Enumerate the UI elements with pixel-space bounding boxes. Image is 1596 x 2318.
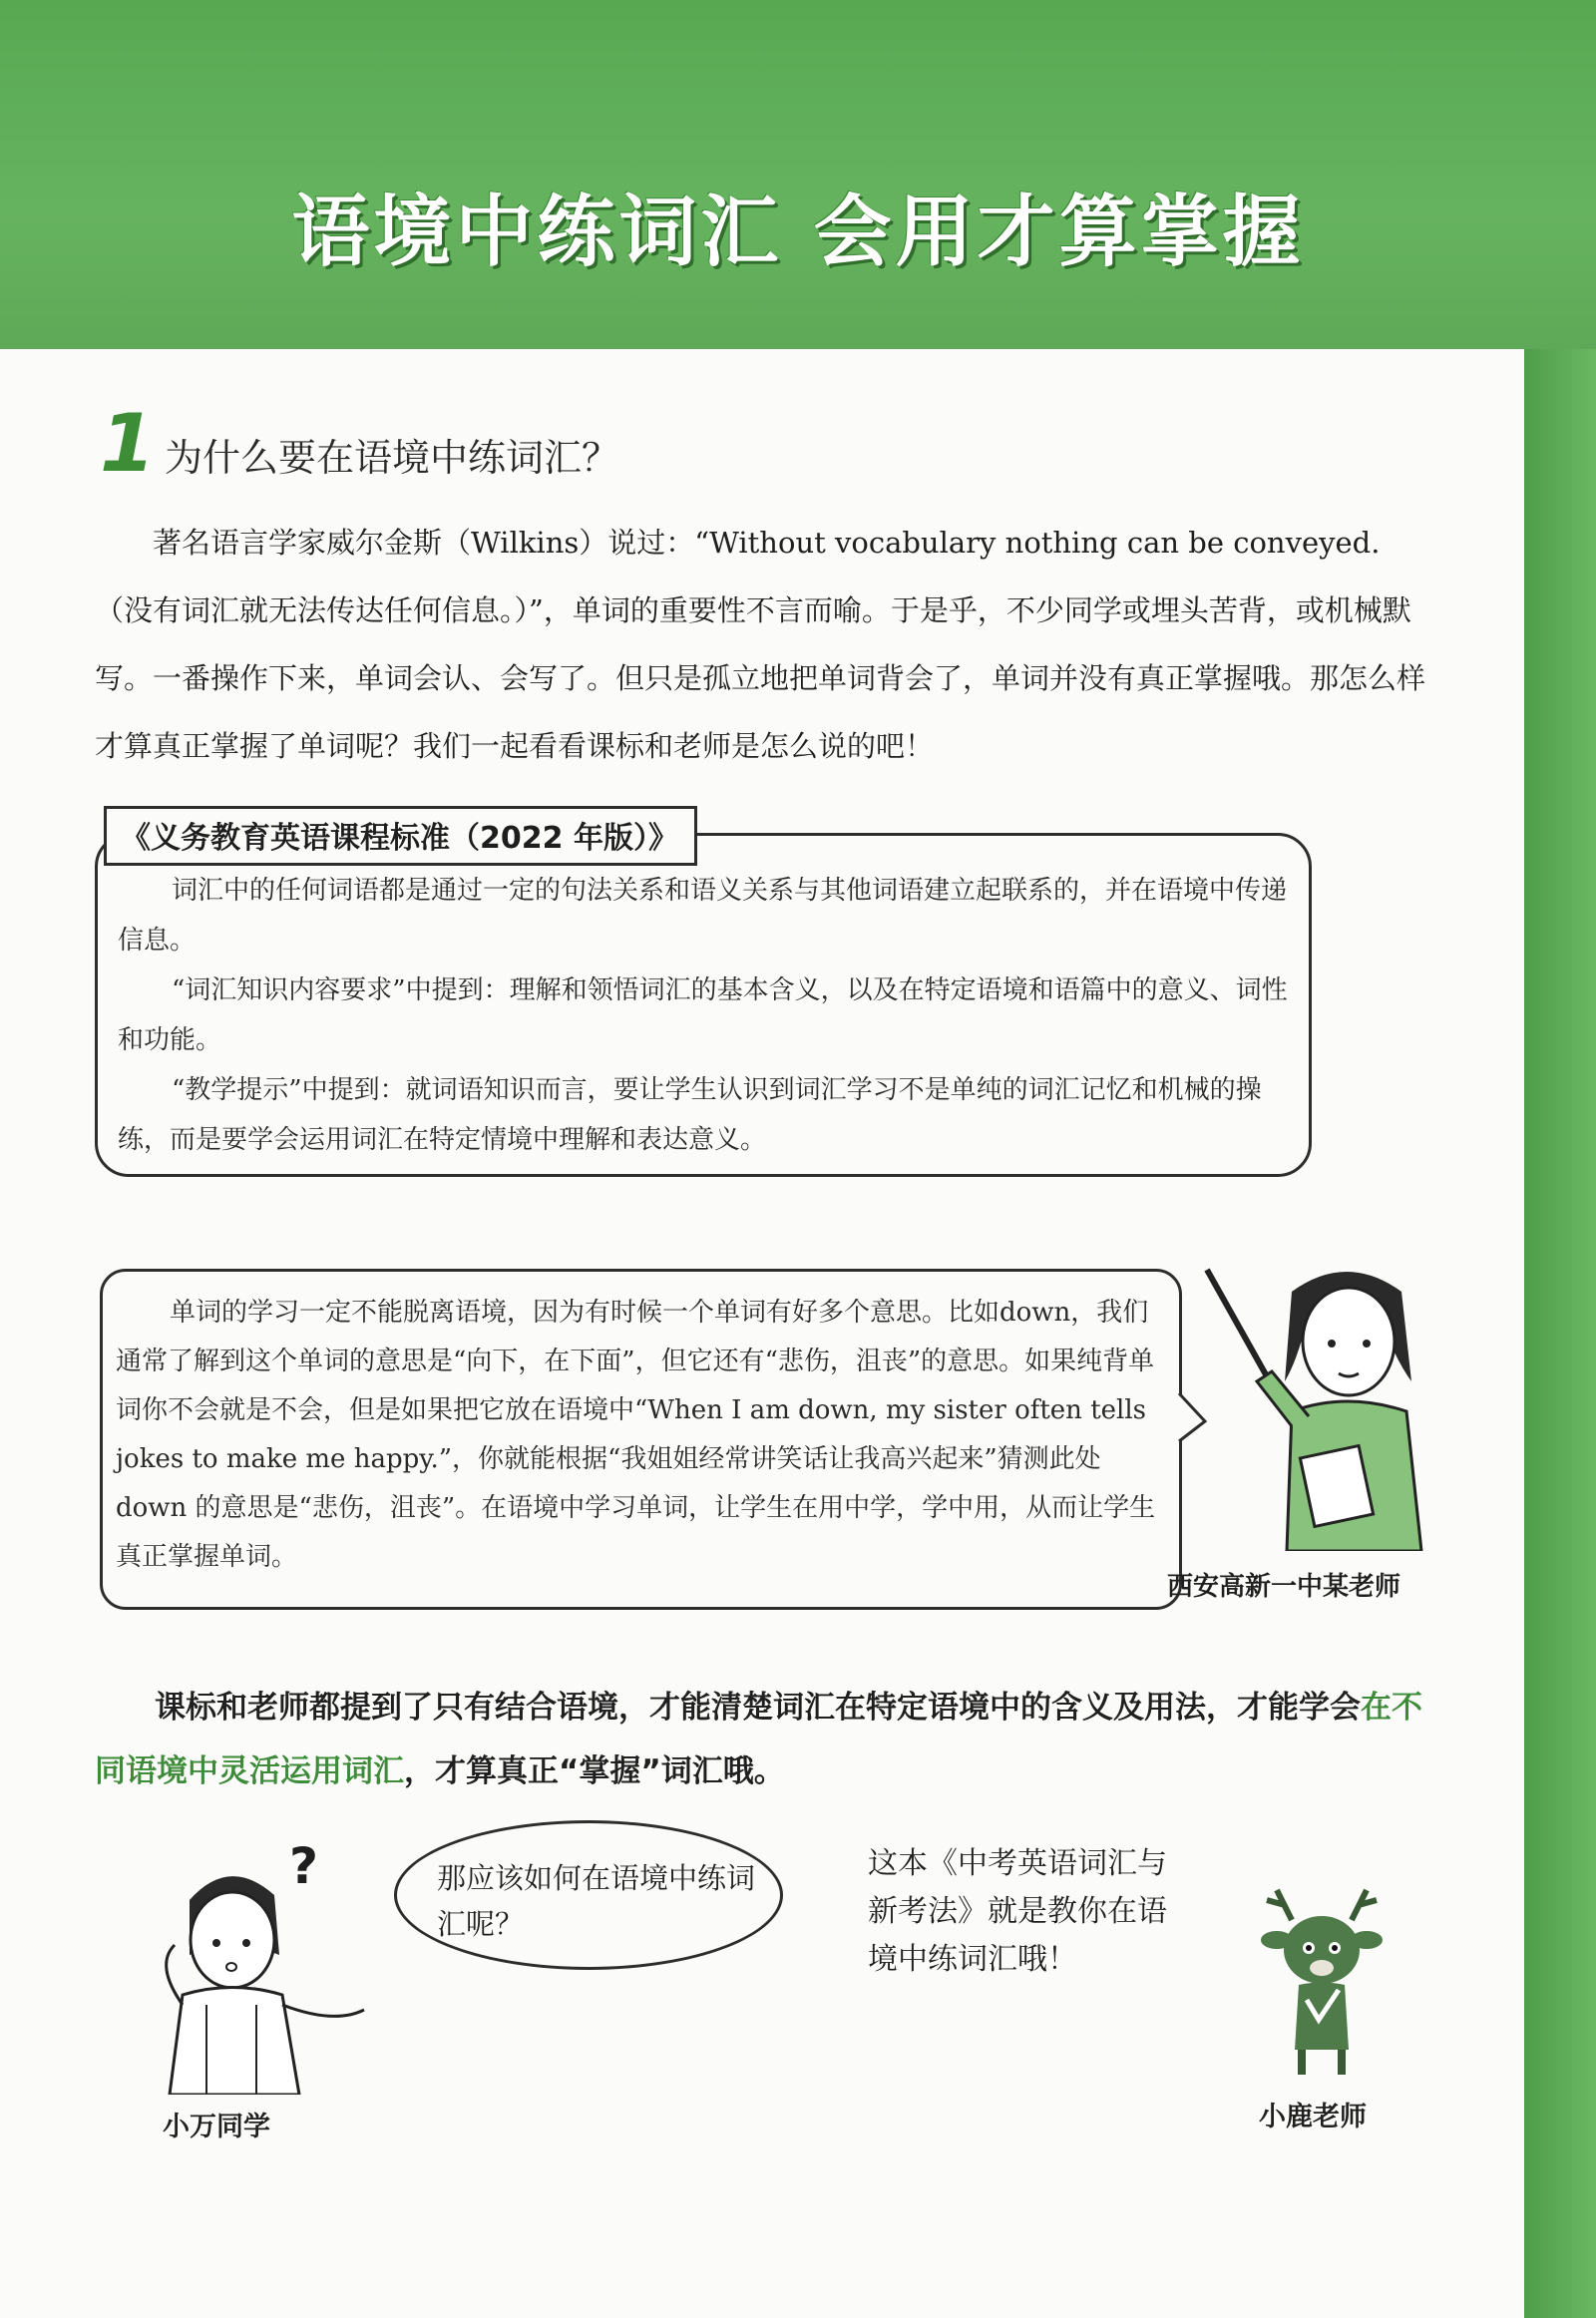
page-edge-strip: [1524, 349, 1596, 2318]
curriculum-standard-tab: 《义务教育英语课程标准（2022 年版）》: [104, 806, 697, 866]
question-mark-icon: ?: [289, 1837, 319, 1895]
teacher-illustration-icon: [1197, 1252, 1436, 1551]
conclusion-paragraph: [95, 1676, 1441, 1803]
teacher-caption: 西安高新一中某老师: [1167, 1572, 1401, 1602]
section-number: 1: [100, 397, 156, 490]
conclusion-text-1: 课标和老师都提到了只有结合语境，才能清楚词汇在特定语境中的含义及用法，才能学会: [155, 1690, 1361, 1726]
section-heading: 为什么要在语境中练词汇？: [165, 436, 620, 480]
deer-speech: 这本《中考英语词汇与新考法》就是教你在语境中练词汇哦！: [868, 1846, 1167, 1977]
standard-paragraph: “教学提示”中提到：就词语知识而言，要让学生认识到词汇学习不是单纯的词汇记忆和机械的操练，而是要学会运用词汇在特定情境中理解和表达意义。: [118, 1075, 1262, 1155]
teacher-quote: 单词的学习一定不能脱离语境，因为有时候一个单词有好多个意思。比如down，我们通常了解到这个单词的意思是“向下，在下面”，但它还有“悲伤，沮丧”的意思。如果纯背单词你不会就是不会，但是如果把它放在语境中“When I am down, my sister often tells jokes to make me happy.”，你就能根据“我姐姐经常讲笑话让我高兴起来”猜测此处 down 的意思是“悲伤，沮丧”。在语境中学习单词，让学生在用中学，学中用，从而让学生真正掌握单词。: [116, 1298, 1156, 1572]
page-title: 语境中练词汇 会用才算掌握: [291, 188, 1305, 277]
deer-caption: 小鹿老师: [1259, 2102, 1367, 2132]
standard-paragraph: 词汇中的任何词语都是通过一定的句法关系和语义关系与其他词语建立起联系的，并在语境中传递信息。: [118, 876, 1288, 956]
conclusion-text-2: ，才算真正“掌握”词汇哦。: [404, 1753, 785, 1789]
standard-paragraph: “词汇知识内容要求”中提到：理解和领悟词汇的基本含义，以及在特定语境和语篇中的意义、词性和功能。: [118, 975, 1288, 1055]
deer-illustration-icon: [1247, 1880, 1396, 2080]
intro-paragraph: 著名语言学家威尔金斯（Wilkins）说过：“Without vocabulary nothing can be conveyed.（没有词汇就无法传达任何信息。）”，单词的重要性不言而喻。于是乎，不少同学或埋头苦背，或机械默写。一番操作下来，单词会认、会写了。但只是孤立地把单词背会了，单词并没有真正掌握哦。那怎么样才算真正掌握了单词呢？我们一起看看课标和老师是怎么说的吧！: [95, 526, 1426, 763]
student-illustration-icon: [135, 1845, 384, 2095]
student-caption: 小万同学: [163, 2112, 270, 2142]
curriculum-standard-text: [118, 866, 1295, 1165]
student-question: 那应该如何在语境中练词汇呢？: [437, 1861, 756, 1941]
conclusion-highlight: 在不同语境中灵活运用词汇: [95, 1690, 1422, 1789]
